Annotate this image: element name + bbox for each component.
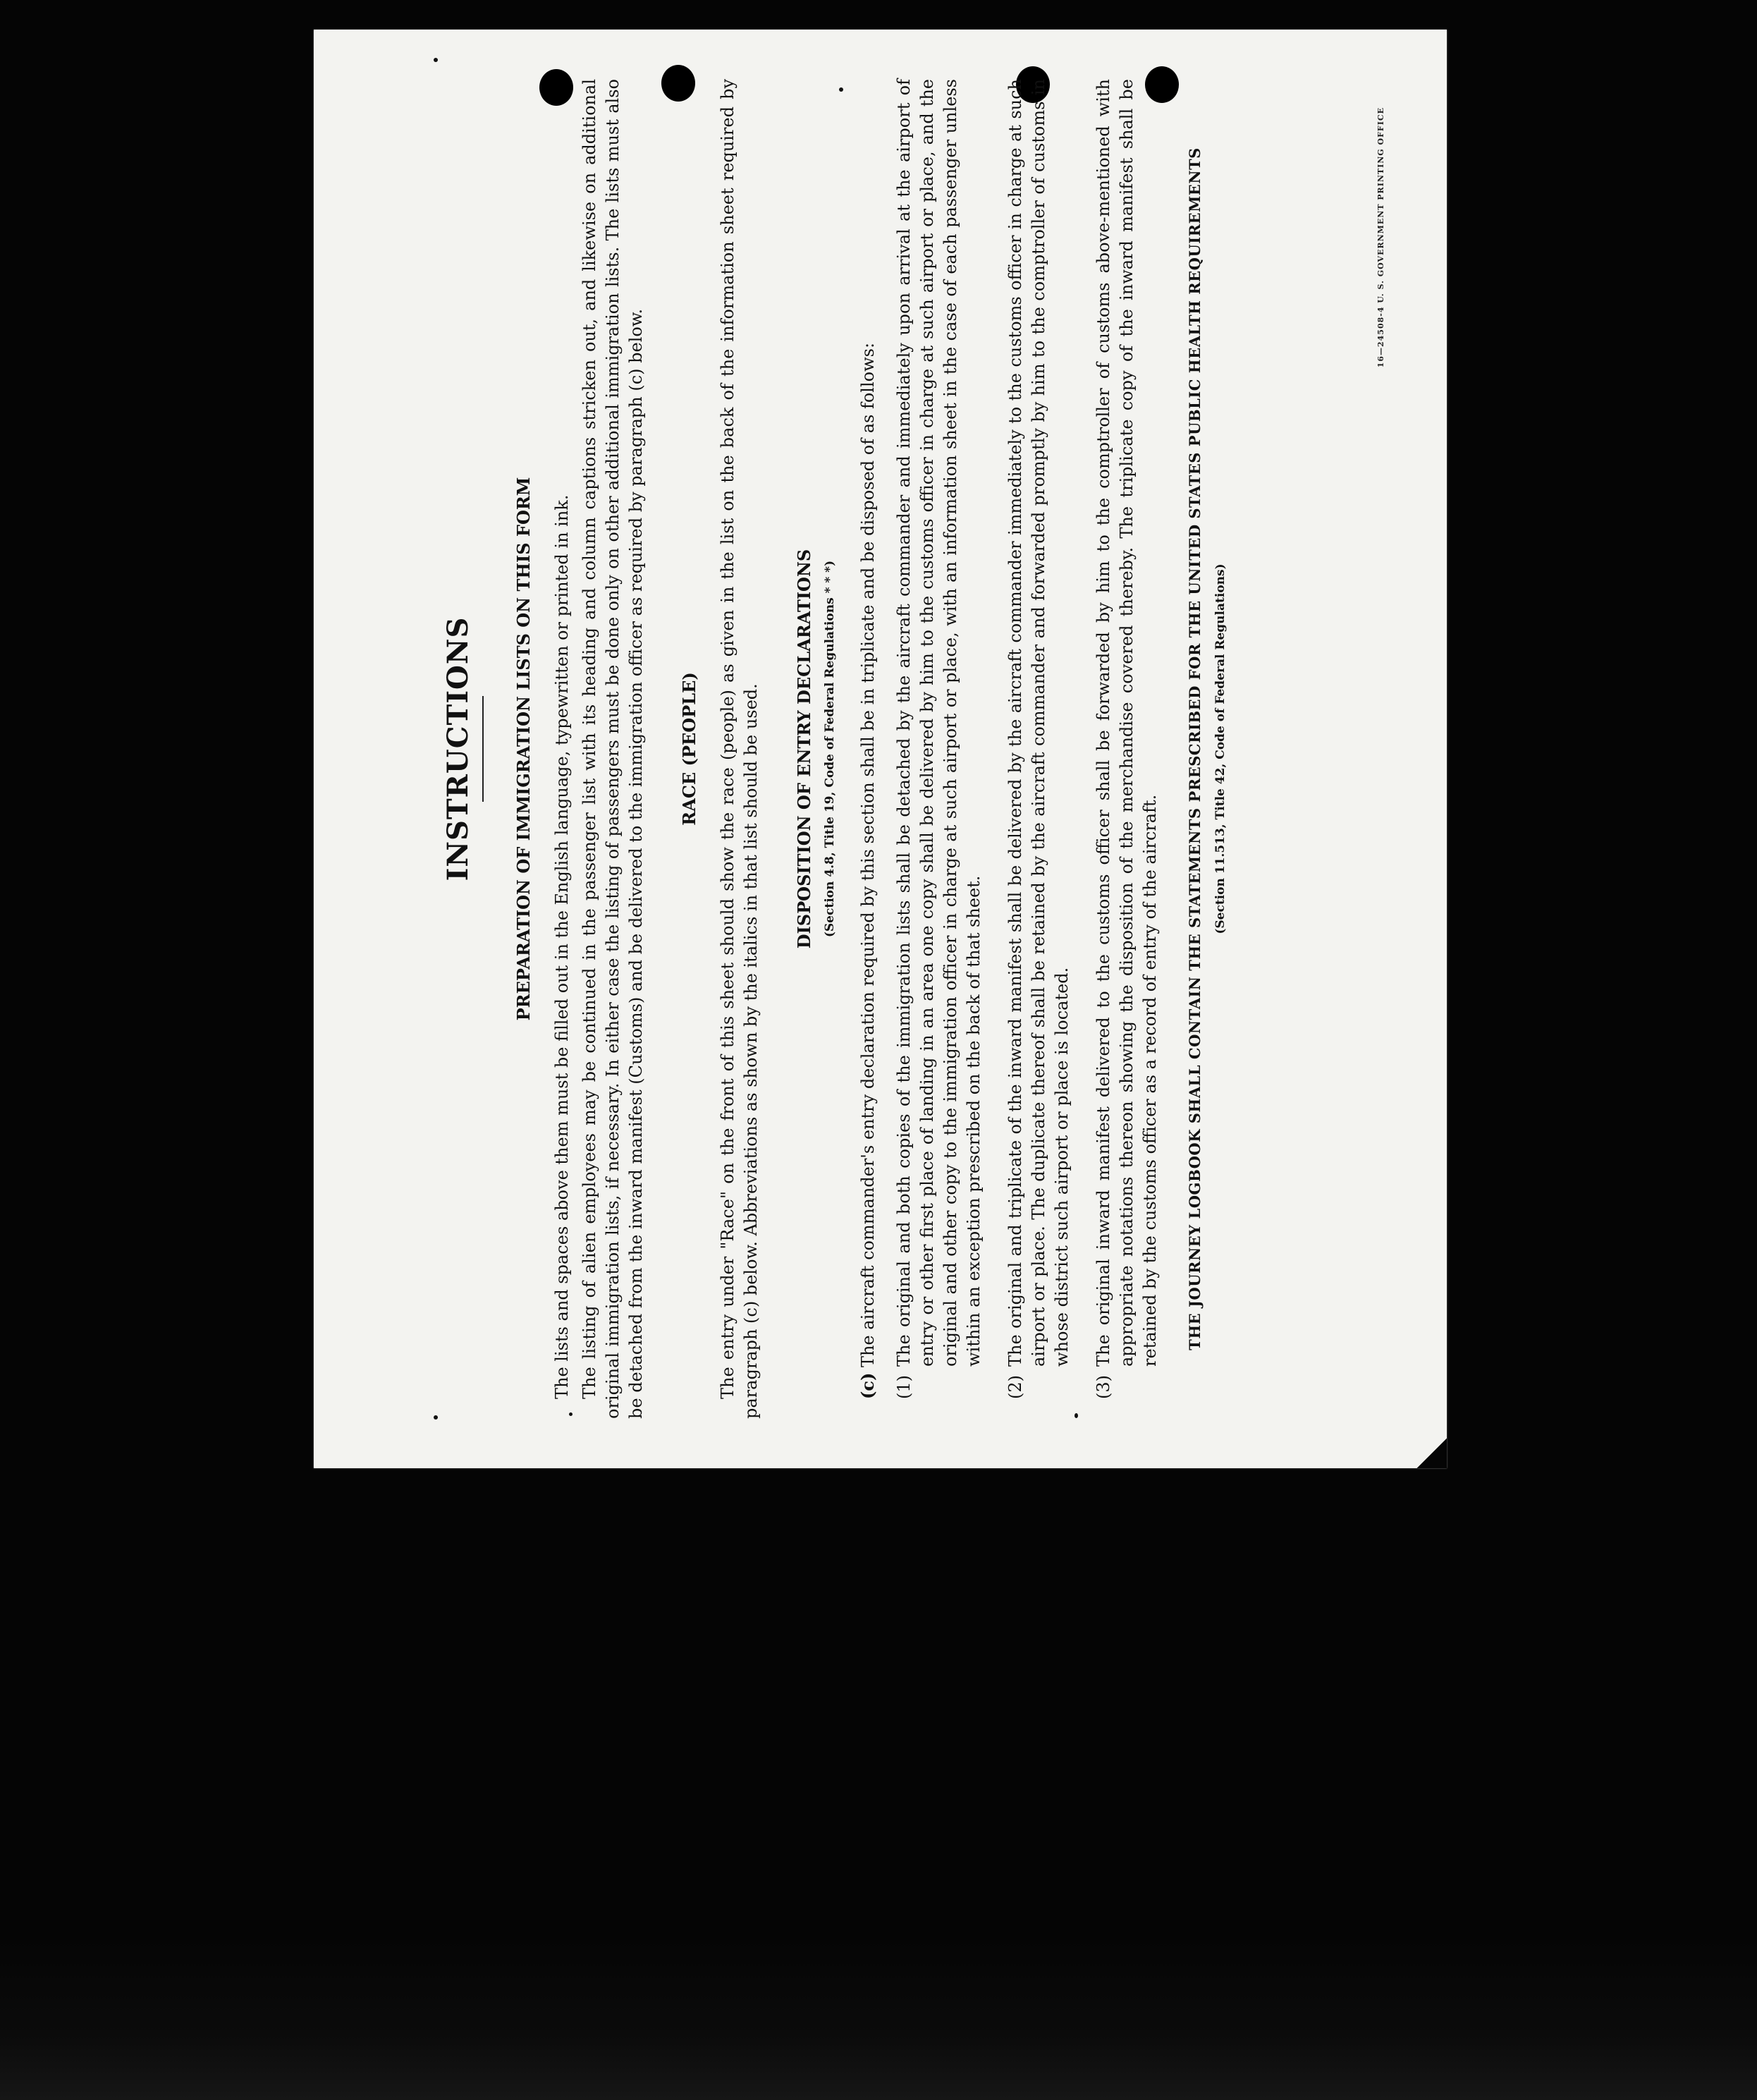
disposition-item bbox=[1004, 79, 1074, 1399]
race-paragraph: The entry under "Race" on the front of this sheet should show the race (people) as given in the list on the back of the information sheet required by paragraph (c) below. Abbreviations as shown by the italics in that list should be used. bbox=[717, 79, 761, 1419]
disposition-clause bbox=[856, 79, 880, 1419]
clause-label: (c) bbox=[857, 1372, 878, 1399]
disposition-item bbox=[893, 79, 986, 1399]
disposition-heading: DISPOSITION OF ENTRY DECLARATIONS bbox=[793, 549, 814, 949]
item-number: (1) bbox=[893, 1375, 914, 1399]
race-heading: RACE (PEOPLE) bbox=[678, 672, 699, 826]
item-text: The original and both copies of the immigration lists shall be detached by the aircraft commander and immediately upon arrival at the airport of entry or other first place of landing in an area one copy shall be delivered by him to the customs officer in charge at such airport or place, and the original and other copy to the immigration officer in charge at such airport or place, with an information sheet in the case of each passenger unless within an exception prescribed on the back of that sheet. bbox=[893, 79, 984, 1367]
printing-office-footer: 16—24508-4 U. S. GOVERNMENT PRINTING OFFICE bbox=[1376, 107, 1385, 368]
page-title: INSTRUCTIONS bbox=[441, 616, 475, 881]
preparation-paragraph-1: The lists and spaces above them must be filled out in the English language, typewritten or printed in ink. bbox=[551, 494, 572, 1399]
item-text: The original and triplicate of the inward manifest shall be delivered by the aircraft commander immediately to the customs officer in charge at such airport or place. The duplicate thereof shall be retained by the aircraft commander and forwarded promptly by him to the comptroller of customs in whose district such airport or place is located. bbox=[1005, 79, 1072, 1367]
page-dog-ear bbox=[1417, 1439, 1447, 1468]
public-health-citation: (Section 11.513, Title 42, Code of Federal Regulations) bbox=[1213, 563, 1228, 934]
item-text: The original inward manifest delivered to the customs officer shall be forwarded by him to the comptroller of customs above-mentioned with appropriate notations thereon showing the disposition of the merchandise covered thereby. The triplicate copy of the inward manifest shall be retained by the customs officer as a record of entry of the aircraft. bbox=[1093, 79, 1160, 1367]
preparation-heading: PREPARATION OF IMMIGRATION LISTS ON THIS FORM bbox=[513, 477, 534, 1021]
scan-background-noise bbox=[0, 1939, 1757, 2100]
clause-text: The aircraft commander's entry declaration required by this section shall be in triplicate and be disposed of as follows: bbox=[857, 342, 878, 1368]
title-rule bbox=[482, 696, 484, 802]
rotated-instructions-text bbox=[432, 79, 1385, 1419]
disposition-citation: (Section 4.8, Title 19, Code of Federal Regulations * * *) bbox=[822, 560, 837, 938]
document-page bbox=[314, 30, 1447, 1468]
preparation-paragraph-2: The listing of alien employees may be continued in the passenger list with its heading and column captions stricken out, and likewise on additional original immigration lists, if necessary. In either case the listing of passengers must be done only on other additional immigration lists. The lists must also be detached from the inward manifest (Customs) and be delivered to the immigration officer as required by paragraph (c) below. bbox=[579, 79, 646, 1419]
item-number: (2) bbox=[1005, 1375, 1025, 1399]
scan-speck bbox=[434, 58, 438, 62]
public-health-statement: THE JOURNEY LOGBOOK SHALL CONTAIN THE STATEMENTS PRESCRIBED FOR THE UNITED STATES PUBLIC HEALTH REQUIREMENTS bbox=[1185, 147, 1204, 1350]
item-number: (3) bbox=[1093, 1375, 1113, 1399]
disposition-item bbox=[1092, 79, 1162, 1399]
